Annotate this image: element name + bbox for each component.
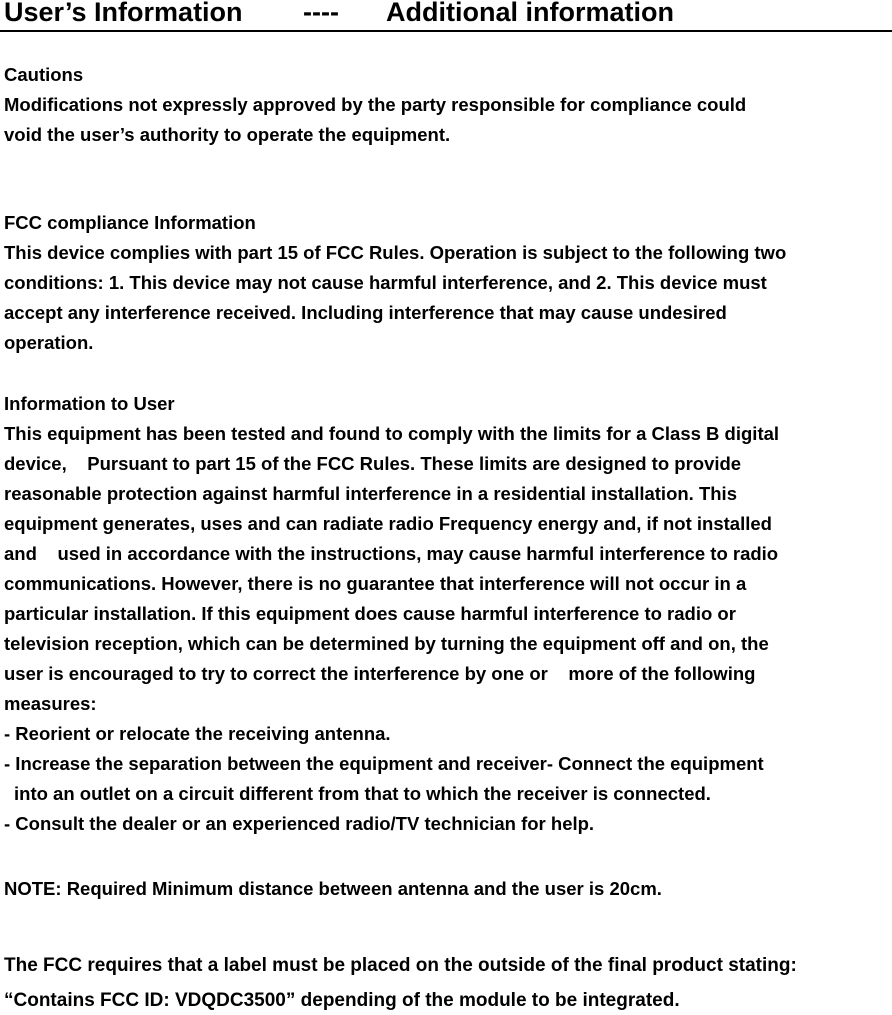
paragraph-line: and used in accordance with the instructions, may cause harmful interference to radio xyxy=(4,543,779,564)
paragraph-line: Modifications not expressly approved by the party responsible for compliance could xyxy=(4,94,747,115)
note-text: NOTE: Required Minimum distance between antenna and the user is 20cm. xyxy=(4,878,662,899)
paragraph-line: This device complies with part 15 of FCC Rules. Operation is subject to the following two xyxy=(4,242,787,263)
list-item: - Reorient or relocate the receiving antenna. xyxy=(4,723,391,744)
list-item: - Consult the dealer or an experienced radio/TV technician for help. xyxy=(4,813,595,834)
paragraph-line: user is encouraged to try to correct the interference by one or more of the following xyxy=(4,663,756,684)
paragraph-line: This equipment has been tested and found to comply with the limits for a Class B digital xyxy=(4,423,780,444)
cautions-heading: Cautions xyxy=(4,64,84,85)
paragraph-line: particular installation. If this equipment does cause harmful interference to radio or xyxy=(4,603,736,624)
info-to-user-heading: Information to User xyxy=(4,393,175,414)
list-item: - Increase the separation between the equipment and receiver- Connect the equipment xyxy=(4,753,764,774)
header-separator: ---- xyxy=(303,0,339,27)
list-item-continuation: into an outlet on a circuit different from that to which the receiver is connected. xyxy=(14,783,711,804)
fcc-compliance-heading: FCC compliance Information xyxy=(4,212,256,233)
paragraph-line: accept any interference received. Including interference that may cause undesired xyxy=(4,302,727,323)
paragraph-line: device, Pursuant to part 15 of the FCC Rules. These limits are designed to provide xyxy=(4,453,742,474)
paragraph-line: communications. However, there is no guarantee that interference will not occur in a xyxy=(4,573,747,594)
page-header xyxy=(0,0,892,32)
header-title-left: User’s Information xyxy=(4,0,243,27)
label-requirement-line: The FCC requires that a label must be placed on the outside of the final product stating: xyxy=(4,955,797,976)
paragraph-line: equipment generates, uses and can radiate radio Frequency energy and, if not installed xyxy=(4,513,772,534)
paragraph-line: measures: xyxy=(4,693,97,714)
paragraph-line: conditions: 1. This device may not cause harmful interference, and 2. This device must xyxy=(4,272,767,293)
fcc-id-line: “Contains FCC ID: VDQDC3500” depending of the module to be integrated. xyxy=(4,990,680,1011)
paragraph-line: operation. xyxy=(4,332,94,353)
header-title-right: Additional information xyxy=(386,0,674,27)
paragraph-line: reasonable protection against harmful interference in a residential installation. This xyxy=(4,483,737,504)
paragraph-line: void the user’s authority to operate the equipment. xyxy=(4,124,451,145)
paragraph-line: television reception, which can be determined by turning the equipment off and on, the xyxy=(4,633,769,654)
